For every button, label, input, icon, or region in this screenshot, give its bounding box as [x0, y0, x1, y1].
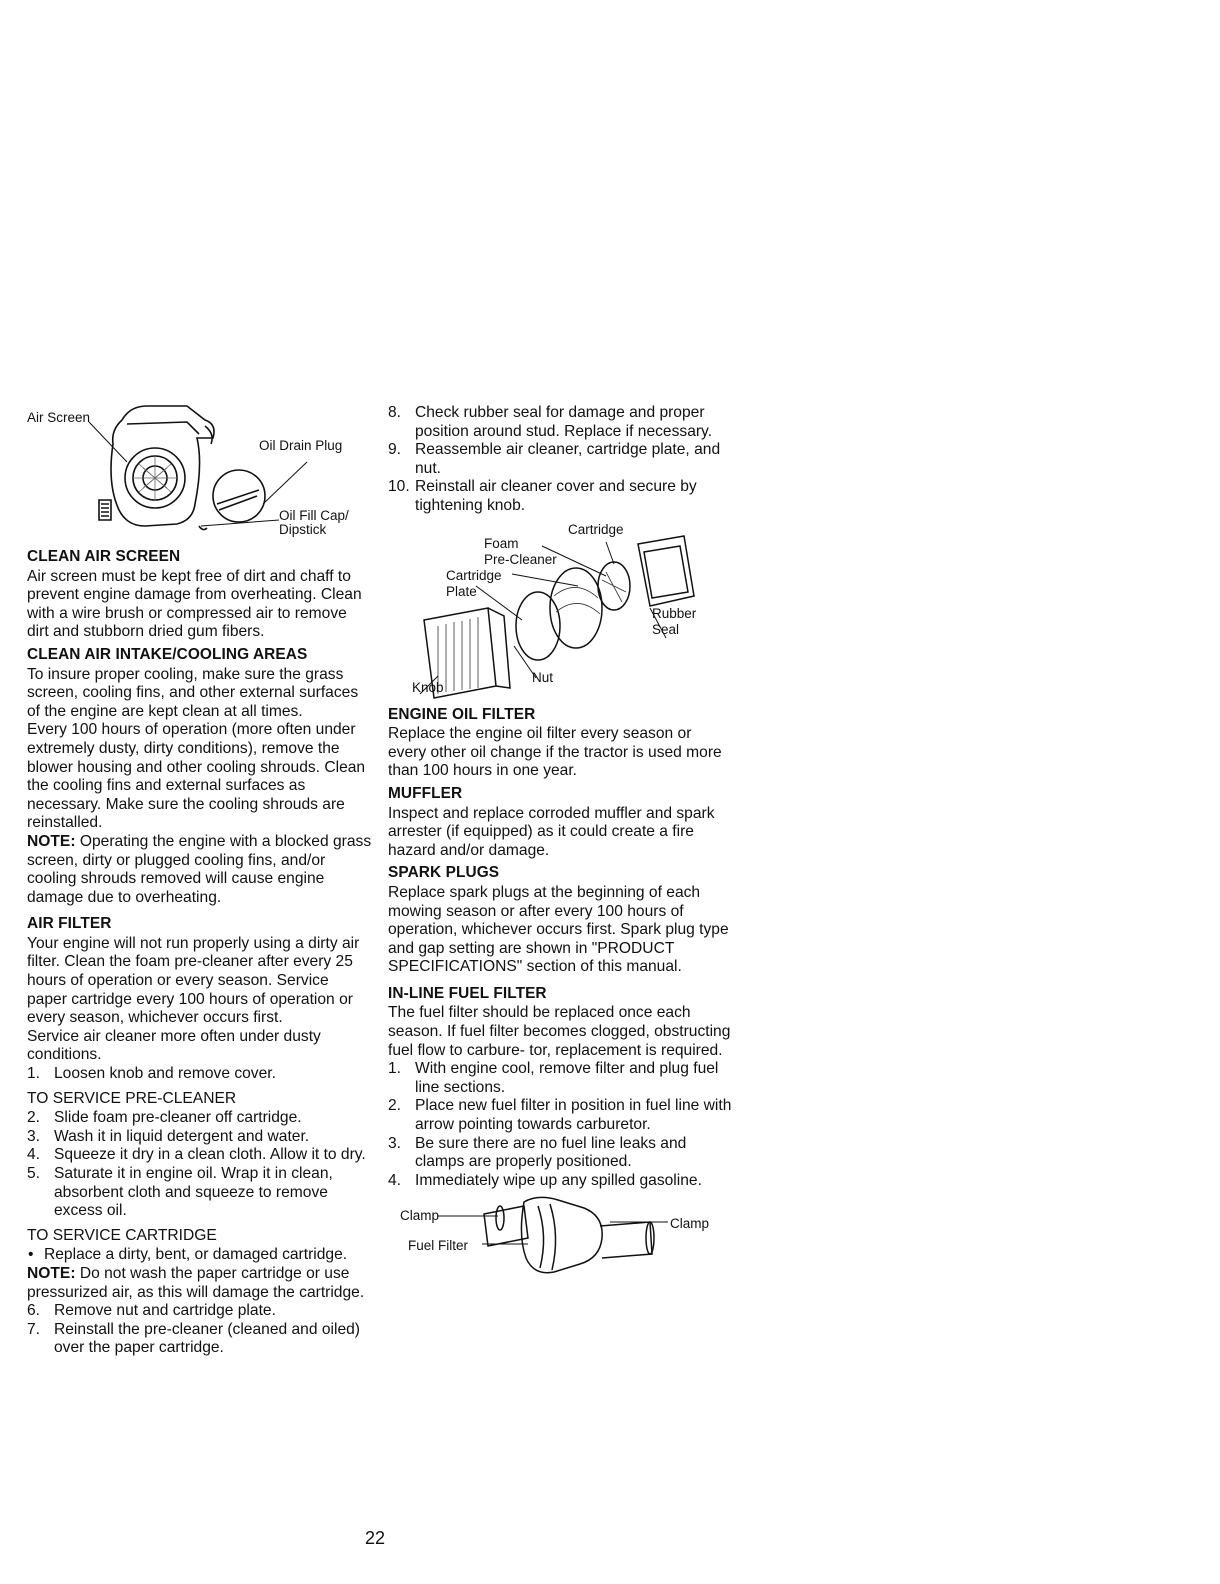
step-number: 3. — [27, 1127, 41, 1145]
note-intake — [27, 833, 372, 907]
list-item — [27, 1321, 372, 1358]
text-air-filter-1: Your engine will not run properly using a dirty air filter. Clean the foam pre-cleaner after every 25 hours of operation or every season. Service paper cartridge every 100 hours of operation or every season, whichever occurs first. — [27, 934, 360, 1027]
list-item — [27, 1109, 372, 1128]
step-number: 7. — [27, 1320, 41, 1338]
step-number: 4. — [388, 1171, 402, 1189]
left-column — [27, 404, 372, 1358]
text-engine-oil-filter: Replace the engine oil filter every season or every other oil change if the tractor is used more than 100 hours in one year. — [388, 725, 722, 780]
heading-engine-oil-filter: ENGINE OIL FILTER — [388, 705, 536, 723]
text-spark-plugs: Replace spark plugs at the beginning of each mowing season or after every 100 hours of operation, whichever occurs first. Spark plug type and gap setting are shown in "PRODUCT SPECIFICATIONS" section of this manual. — [388, 883, 729, 976]
list-item — [27, 1165, 372, 1221]
step-number: 2. — [27, 1109, 41, 1127]
text-fuel-filter: The fuel filter should be replaced once each season. If fuel filter becomes clogged, obstructing fuel flow to carbure- tor, replacement is required. — [388, 1004, 731, 1059]
bullet-item — [27, 1246, 372, 1265]
step-text: Loosen knob and remove cover. — [54, 1065, 276, 1083]
heading-clean-air-intake: CLEAN AIR INTAKE/COOLING AREAS — [27, 645, 308, 663]
label-dipstick: Dipstick — [279, 522, 327, 537]
step-text: Remove nut and cartridge plate. — [54, 1302, 276, 1320]
label-oil-fill-cap: Oil Fill Cap/ — [279, 508, 349, 523]
heading-air-filter: AIR FILTER — [27, 915, 112, 933]
step-text: Squeeze it dry in a clean cloth. Allow it to dry. — [54, 1146, 366, 1164]
label-cartridge-plate-1: Cartridge — [446, 567, 502, 583]
step-number: 5. — [27, 1165, 41, 1182]
step-text: Immediately wipe up any spilled gasoline. — [415, 1171, 702, 1189]
list-item — [27, 1128, 372, 1147]
page-number: 22 — [365, 1528, 386, 1548]
list-item — [388, 441, 733, 478]
label-cartridge: Cartridge — [568, 521, 624, 537]
step-list-cartridge — [27, 1302, 372, 1358]
step-text: Reinstall the pre-cleaner (cleaned and oiled) over the paper cartridge. — [54, 1320, 360, 1357]
label-clamp-left: Clamp — [400, 1208, 440, 1224]
list-item — [27, 1302, 372, 1321]
bullet-symbol: • — [28, 1246, 34, 1264]
list-item — [27, 1065, 372, 1084]
label-air-screen: Air Screen — [27, 410, 91, 425]
label-knob: Knob — [412, 679, 444, 695]
label-foam: Foam — [484, 535, 519, 551]
step-number: 6. — [27, 1302, 41, 1320]
heading-muffler: MUFFLER — [388, 784, 463, 802]
step-text: Place new fuel filter in position in fuel line with arrow pointing towards carburetor. — [415, 1097, 732, 1134]
subheading-pre-cleaner: TO SERVICE PRE-CLEANER — [27, 1089, 237, 1107]
step-text: Reinstall air cleaner cover and secure by tightening knob. — [415, 478, 697, 514]
label-pre-cleaner: Pre-Cleaner — [484, 551, 557, 567]
text-intake-2: Every 100 hours of operation (more often under extremely dusty, dirty conditions), remove the blower housing and other cooling shrouds. Clean the cooling fins and external surfaces as necessary. Make sure the cooling shrouds are reinstalled. — [27, 721, 366, 832]
list-item — [388, 1060, 733, 1097]
text-intake-1: To insure proper cooling, make sure the grass screen, cooling fins, and other external surfaces of the engine are kept clean at all times. — [27, 665, 359, 720]
engine-figure — [27, 404, 372, 544]
step-list-precleaner — [27, 1109, 372, 1221]
step-number: 1. — [388, 1060, 402, 1078]
fuel-filter-figure — [388, 1196, 733, 1276]
note-label: NOTE: — [27, 832, 76, 850]
label-clamp-right: Clamp — [670, 1216, 710, 1232]
step-list-reassemble — [388, 404, 733, 516]
label-fuel-filter: Fuel Filter — [408, 1238, 469, 1254]
step-list-1 — [27, 1065, 372, 1084]
label-cartridge-plate-2: Plate — [446, 583, 477, 599]
fuel-filter-illustration — [388, 1196, 733, 1276]
list-item — [388, 1172, 733, 1191]
step-text: Saturate it in engine oil. Wrap it in clean, absorbent cloth and squeeze to remove excess oil. — [54, 1165, 333, 1220]
list-item — [27, 1146, 372, 1165]
heading-spark-plugs: SPARK PLUGS — [388, 864, 500, 882]
step-number: 3. — [388, 1134, 402, 1152]
label-rubber: Rubber — [652, 605, 697, 621]
list-item — [388, 1135, 733, 1172]
step-text: Be sure there are no fuel line leaks and clamps are properly positioned. — [415, 1134, 687, 1171]
step-number: 10. — [388, 478, 410, 496]
step-number: 2. — [388, 1097, 402, 1115]
step-text: With engine cool, remove filter and plug fuel line sections. — [415, 1060, 719, 1096]
step-text: Reassemble air cleaner, cartridge plate, and nut. — [415, 441, 721, 477]
label-seal: Seal — [652, 621, 680, 637]
step-number: 4. — [27, 1146, 41, 1164]
heading-fuel-filter: IN-LINE FUEL FILTER — [388, 984, 547, 1002]
text-muffler: Inspect and replace corroded muffler and spark arrester (if equipped) as it could create a fire hazard and/or damage. — [388, 804, 715, 859]
note-text: Operating the engine with a blocked grass screen, dirty or plugged cooling fins, and/or cooling shrouds removed will cause engine damage due to overheating. — [27, 832, 372, 906]
text-clean-air-screen: Air screen must be kept free of dirt and chaff to prevent engine damage from overheating. Clean with a wire brush or compressed air to remove dirt and stubborn dried gum fibers. — [27, 567, 362, 641]
bullet-text: Replace a dirty, bent, or damaged cartridge. — [44, 1246, 348, 1264]
text-air-filter-2: Service air cleaner more often under dusty conditions. — [27, 1027, 321, 1064]
label-oil-drain-plug: Oil Drain Plug — [259, 438, 343, 453]
heading-clean-air-screen: CLEAN AIR SCREEN — [27, 548, 181, 565]
step-text: Check rubber seal for damage and proper position around stud. Replace if necessary. — [415, 404, 713, 440]
label-nut: Nut — [532, 669, 554, 685]
step-number: 1. — [27, 1065, 41, 1083]
air-cleaner-figure — [388, 516, 733, 702]
subheading-cartridge: TO SERVICE CARTRIDGE — [27, 1226, 217, 1244]
right-column — [388, 404, 733, 1276]
list-item — [388, 478, 733, 515]
step-number: 9. — [388, 441, 402, 459]
list-item — [388, 404, 733, 441]
note-text: Do not wash the paper cartridge or use pressurized air, as this will damage the cartridge. — [27, 1264, 365, 1301]
step-list-fuel-filter — [388, 1060, 733, 1190]
step-number: 8. — [388, 404, 402, 421]
note-label: NOTE: — [27, 1264, 76, 1282]
note-cartridge — [27, 1265, 372, 1302]
step-text: Slide foam pre-cleaner off cartridge. — [54, 1109, 302, 1127]
step-text: Wash it in liquid detergent and water. — [54, 1127, 310, 1145]
list-item — [388, 1097, 733, 1134]
